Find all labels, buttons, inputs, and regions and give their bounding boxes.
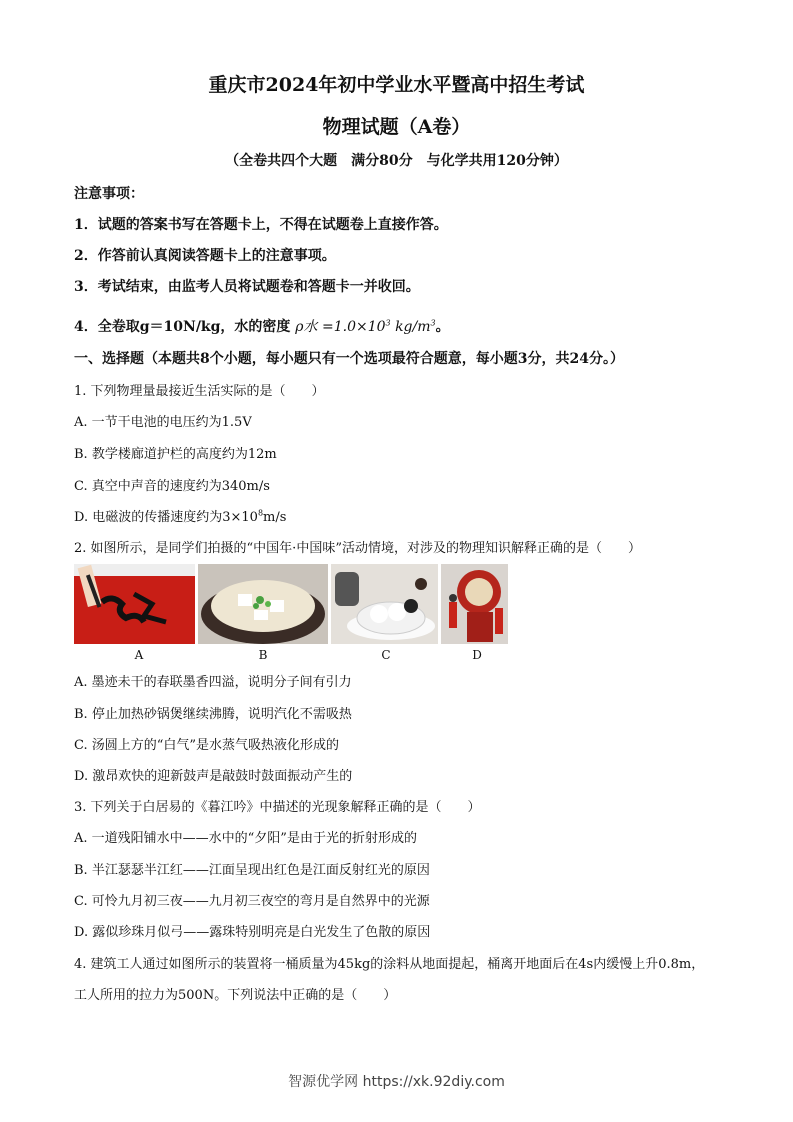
density-formula: ρ水 $=1.0\times 10^3$ $kg/m^3$	[295, 318, 436, 335]
q3-option-b: B. 半江瑟瑟半江红——江面呈现出红色是江面反射红光的原因	[74, 863, 430, 878]
photo-label-b: B	[258, 648, 268, 662]
note-item-3: 3．考试结束，由监考人员将试题卷和答题卡一并收回。	[74, 279, 420, 295]
q1-option-c: C. 真空中声音的速度约为340m/s	[74, 479, 270, 494]
note-item-1: 1．试题的答案书写在答题卡上，不得在试题卷上直接作答。	[74, 217, 448, 233]
photo-label-a: A	[134, 648, 144, 662]
note-item-4-g: g＝10N/kg，水的密度	[139, 319, 291, 335]
q2-photos	[74, 564, 508, 644]
note-item-2: 2．作答前认真阅读答题卡上的注意事项。	[74, 248, 336, 264]
photo-a-calligraphy	[74, 564, 195, 644]
q1-option-d: D. 电磁波的传播速度约为$3\times 10^8m/s$	[74, 508, 287, 525]
q4-stem-line2: 工人所用的拉力为500N。下列说法中正确的是（ ）	[74, 988, 397, 1003]
q2-option-d: D. 激昂欢快的迎新鼓声是敲鼓时鼓面振动产生的	[74, 769, 353, 784]
q2-stem: 2. 如图所示，是同学们拍摄的“中国年·中国味”活动情境，对涉及的物理知识解释正确的是（ ）	[74, 541, 641, 556]
q1-stem: 1. 下列物理量最接近生活实际的是（ ）	[74, 384, 325, 399]
q3-option-c: C. 可怜九月初三夜——九月初三夜空的弯月是自然界中的光源	[74, 894, 430, 909]
note-item-4-prefix: 4．全卷取	[74, 319, 140, 335]
q3-stem: 3. 下列关于白居易的《暮江吟》中描述的光现象解释正确的是（ ）	[74, 800, 481, 815]
note-item-4	[74, 316, 450, 336]
exam-title: 重庆市2024年初中学业水平暨高中招生考试	[208, 74, 585, 96]
footer-watermark: 智源优学网 https://xk.92diy.com	[288, 1074, 505, 1090]
q3-option-a: A. 一道残阳铺水中——水中的“夕阳”是由于光的折射形成的	[74, 831, 417, 846]
q4-stem-line1: 4. 建筑工人通过如图所示的装置将一桶质量为45kg的涂料从地面提起，桶离开地面后在4s内缓慢上升0.8m，	[74, 957, 705, 972]
q2-option-b: B. 停止加热砂锅煲继续沸腾，说明汽化不需吸热	[74, 707, 352, 722]
photo-c-tangyuan	[331, 564, 438, 644]
photo-label-c: C	[381, 648, 391, 662]
q2-option-a: A. 墨迹未干的春联墨香四溢，说明分子间有引力	[74, 675, 352, 690]
exam-subtitle: 物理试题（A卷）	[322, 116, 471, 138]
section1-heading: 一、选择题（本题共8个小题，每小题只有一个选项最符合题意，每小题3分，共24分。）	[74, 351, 624, 367]
photo-b-claypot	[198, 564, 328, 644]
q1-option-b: B. 教学楼廊道护栏的高度约为12m	[74, 447, 277, 462]
exam-meta: （全卷共四个大题 满分80分 与化学共用120分钟）	[225, 153, 568, 169]
note-item-4-end: 。	[435, 319, 450, 335]
q2-option-c: C. 汤圆上方的“白气”是水蒸气吸热液化形成的	[74, 738, 340, 753]
q1-option-a: A. 一节干电池的电压约为1.5V	[74, 415, 252, 430]
notes-heading: 注意事项：	[74, 186, 144, 202]
q3-option-d: D. 露似珍珠月似弓——露珠特别明亮是白光发生了色散的原因	[74, 925, 431, 940]
photo-d-drum	[441, 564, 508, 644]
photo-label-d: D	[472, 648, 482, 662]
